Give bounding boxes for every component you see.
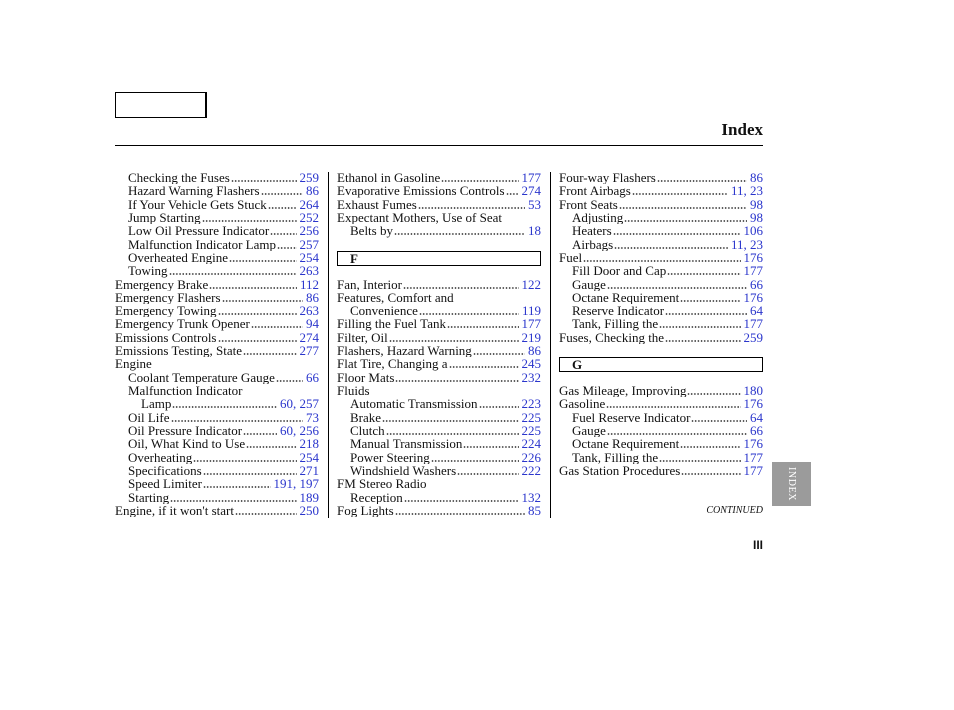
dot-leader	[276, 380, 303, 382]
entry-label: Emissions Testing, State	[115, 344, 243, 358]
dot-leader	[403, 287, 519, 289]
page-link[interactable]: 176	[743, 437, 763, 451]
entry-label: Low Oil Pressure Indicator	[128, 224, 270, 238]
entry-label: If Your Vehicle Gets Stuck	[128, 197, 267, 211]
page-link[interactable]: 218	[299, 437, 319, 451]
page-link[interactable]: 252	[299, 210, 319, 225]
index-entry	[337, 371, 541, 384]
index-entry	[337, 304, 541, 317]
entry-label: Gas Mileage, Improving	[559, 384, 687, 398]
dot-leader	[463, 446, 518, 448]
entry-label: Checking the Fuses	[128, 171, 230, 185]
page-link[interactable]: 122	[521, 277, 541, 291]
section-divider	[337, 238, 541, 278]
index-entry	[559, 198, 763, 211]
entry-label: Reception	[350, 490, 403, 504]
page-link[interactable]: 85	[528, 503, 541, 518]
entry-label: Overheated Engine	[128, 250, 228, 265]
entry-label: Speed Limiter	[128, 477, 203, 491]
index-entry	[337, 477, 541, 490]
entry-label: Windshield Washers	[350, 463, 457, 478]
dot-leader	[624, 220, 747, 222]
index-side-tab[interactable]	[772, 462, 811, 506]
index-entry	[337, 317, 541, 330]
entry-label: Heaters	[572, 224, 612, 238]
page-link[interactable]: 232	[521, 370, 541, 385]
page-link[interactable]: 11, 23	[730, 184, 763, 198]
entry-label: Hazard Warning Flashers	[128, 184, 260, 198]
index-entry	[559, 384, 763, 397]
page-link[interactable]: 98	[750, 197, 763, 211]
entry-label: Coolant Temperature Gauge	[128, 370, 275, 384]
entry-label: Octane Requirement	[572, 437, 680, 451]
dot-leader	[607, 287, 747, 289]
entry-label: Tank, Filling the	[572, 450, 659, 464]
index-entry	[559, 397, 763, 410]
page-link[interactable]: 177	[743, 264, 763, 278]
page-link[interactable]: 66	[750, 423, 763, 438]
dot-leader	[395, 380, 518, 382]
page-link[interactable]: 177	[521, 317, 541, 331]
entry-label: Gas Station Procedures	[559, 463, 681, 478]
index-entry	[115, 304, 319, 317]
index-entry	[337, 291, 541, 304]
index-entry	[337, 384, 541, 397]
dot-leader	[681, 473, 740, 475]
dot-leader	[386, 433, 519, 435]
index-entry	[559, 211, 763, 224]
index-entry	[337, 451, 541, 464]
page-link[interactable]: 106	[743, 224, 763, 238]
page-link[interactable]: 60, 256	[280, 423, 319, 438]
index-entry	[115, 384, 319, 397]
entry-label: Specifications	[128, 463, 202, 478]
page-link[interactable]: 274	[521, 184, 541, 198]
blank-header-box	[115, 92, 207, 118]
dot-leader	[394, 233, 525, 235]
dot-leader	[172, 406, 277, 408]
index-entry	[115, 464, 319, 477]
index-column-1	[115, 171, 319, 517]
page-link[interactable]: 176	[743, 397, 763, 411]
page-link[interactable]: 225	[521, 423, 541, 438]
page-link[interactable]: 86	[750, 171, 763, 185]
side-tab-label: INDEX	[786, 466, 797, 502]
dot-leader	[169, 273, 297, 275]
page-link[interactable]: 73	[306, 410, 319, 424]
entry-label: Engine	[115, 357, 152, 371]
column-divider	[328, 172, 329, 518]
entry-label: Filter, Oil	[337, 330, 388, 345]
index-entry	[337, 224, 541, 237]
dot-leader	[665, 313, 747, 315]
index-entry	[337, 198, 541, 211]
index-entry	[115, 437, 319, 450]
entry-label: Flat Tire, Changing a	[337, 357, 448, 371]
index-entry	[115, 504, 319, 517]
page-link[interactable]: 263	[299, 304, 319, 318]
entry-label: Oil Pressure Indicator	[128, 423, 243, 438]
dot-leader	[657, 180, 747, 182]
index-entry	[337, 184, 541, 197]
entry-label: Reserve Indicator	[572, 304, 665, 318]
entry-label: Starting	[128, 490, 170, 504]
dot-leader	[680, 446, 740, 448]
page-link[interactable]: 259	[743, 330, 763, 345]
dot-leader	[270, 233, 296, 235]
page-link[interactable]: 277	[299, 344, 319, 358]
index-entry	[115, 344, 319, 357]
entry-label: Lamp	[141, 397, 172, 411]
page-link[interactable]: 226	[521, 450, 541, 464]
dot-leader	[419, 313, 519, 315]
index-entry	[559, 411, 763, 424]
page-link[interactable]: 11, 23	[730, 237, 763, 251]
index-entry	[559, 184, 763, 197]
dot-leader	[473, 353, 525, 355]
entry-label: Emergency Brake	[115, 277, 209, 291]
entry-label: Jump Starting	[128, 210, 201, 225]
page-link[interactable]: 60, 257	[280, 397, 319, 411]
page-number: III	[752, 538, 763, 552]
entry-label: Octane Requirement	[572, 290, 680, 305]
entry-label: Brake	[350, 410, 382, 424]
dot-leader	[218, 313, 297, 315]
page-link[interactable]: 259	[299, 171, 319, 185]
dot-leader	[277, 247, 296, 249]
dot-leader	[235, 513, 297, 515]
page-link[interactable]: 263	[299, 264, 319, 278]
index-entry	[115, 238, 319, 251]
dot-leader	[667, 273, 740, 275]
entry-label: FM Stereo Radio	[337, 477, 427, 491]
entry-label: Convenience	[350, 304, 418, 318]
dot-leader	[632, 193, 728, 195]
entry-label: Tank, Filling the	[572, 317, 659, 331]
dot-leader	[231, 180, 297, 182]
entry-label: Manual Transmission	[350, 437, 463, 451]
dot-leader	[680, 300, 740, 302]
dot-leader	[614, 247, 728, 249]
entry-label: Exhaust Fumes	[337, 197, 417, 211]
page-link[interactable]: 189	[299, 490, 319, 504]
page-link[interactable]: 223	[521, 397, 541, 411]
index-entry	[559, 224, 763, 237]
page-link[interactable]: 254	[299, 250, 319, 265]
dot-leader	[203, 486, 270, 488]
index-entry	[115, 198, 319, 211]
entry-label: Power Steering	[350, 450, 430, 464]
section-letter-box	[559, 357, 763, 372]
index-entry	[337, 491, 541, 504]
dot-leader	[268, 207, 297, 209]
entry-label: Fog Lights	[337, 503, 394, 518]
index-entry	[337, 171, 541, 184]
dot-leader	[613, 233, 741, 235]
entry-label: Evaporative Emissions Controls	[337, 184, 505, 198]
page-link[interactable]: 219	[521, 330, 541, 345]
entry-label: Oil, What Kind to Use	[128, 437, 246, 451]
index-entry	[559, 251, 763, 264]
index-entry	[337, 464, 541, 477]
index-entry	[115, 397, 319, 410]
dot-leader	[209, 287, 297, 289]
entry-label: Gauge	[572, 277, 606, 291]
entry-label: Four-way Flashers	[559, 171, 656, 185]
section-divider	[559, 344, 763, 384]
dot-leader	[687, 393, 740, 395]
dot-leader	[261, 193, 303, 195]
entry-label: Emissions Controls	[115, 330, 217, 345]
dot-leader	[479, 406, 519, 408]
page-title: Index	[721, 120, 763, 139]
dot-leader	[218, 340, 297, 342]
entry-label: Fan, Interior	[337, 277, 402, 291]
page-link[interactable]: 94	[306, 317, 319, 331]
page-link[interactable]: 257	[299, 237, 319, 251]
index-entry	[559, 291, 763, 304]
entry-label: Flashers, Hazard Warning	[337, 344, 472, 358]
dot-leader	[251, 326, 303, 328]
index-entry	[115, 264, 319, 277]
entry-label: Adjusting	[572, 210, 624, 225]
page-link[interactable]: 119	[521, 304, 541, 318]
page-link[interactable]: 64	[750, 410, 763, 424]
entry-label: Gauge	[572, 423, 606, 438]
page-link[interactable]: 274	[299, 330, 319, 345]
index-entry	[115, 251, 319, 264]
index-entry	[337, 437, 541, 450]
index-entry	[559, 171, 763, 184]
page-link[interactable]: 271	[299, 463, 319, 478]
index-entry	[337, 397, 541, 410]
entry-label: Emergency Flashers	[115, 290, 221, 305]
dot-leader	[691, 420, 747, 422]
dot-leader	[203, 473, 297, 475]
index-entry	[115, 451, 319, 464]
entry-label: Automatic Transmission	[350, 397, 478, 411]
dot-leader	[171, 420, 303, 422]
dot-leader	[404, 500, 519, 502]
index-entry	[115, 411, 319, 424]
dot-leader	[659, 326, 740, 328]
index-entry	[115, 371, 319, 384]
page-link[interactable]: 66	[750, 277, 763, 291]
index-entry	[115, 357, 319, 370]
page-link[interactable]: 53	[528, 197, 541, 211]
section-letter: G	[572, 357, 583, 373]
entry-label: Floor Mats	[337, 370, 395, 385]
dot-leader	[449, 366, 519, 368]
dot-leader	[222, 300, 303, 302]
entry-label: Overheating	[128, 450, 193, 464]
column-divider	[550, 172, 551, 518]
index-entry	[337, 331, 541, 344]
entry-label: Filling the Fuel Tank	[337, 317, 446, 331]
entry-label: Engine, if it won't start	[115, 503, 234, 518]
dot-leader	[229, 260, 297, 262]
entry-label: Airbags	[572, 237, 614, 251]
dot-leader	[447, 326, 519, 328]
index-entry	[559, 464, 763, 477]
page-link[interactable]: 86	[528, 344, 541, 358]
index-entry	[115, 477, 319, 490]
dot-leader	[606, 406, 740, 408]
section-letter: F	[350, 250, 358, 266]
dot-leader	[457, 473, 518, 475]
page-link[interactable]: 254	[299, 450, 319, 464]
entry-label: Belts by	[350, 224, 393, 238]
dot-leader	[418, 207, 525, 209]
dot-leader	[170, 500, 296, 502]
entry-label: Gasoline	[559, 397, 606, 411]
index-entry	[337, 344, 541, 357]
page-link[interactable]: 176	[743, 290, 763, 305]
dot-leader	[506, 193, 519, 195]
dot-leader	[583, 260, 740, 262]
index-entry	[559, 264, 763, 277]
page-link[interactable]: 132	[521, 490, 541, 504]
page-link[interactable]: 191, 197	[273, 477, 319, 491]
index-entry	[115, 184, 319, 197]
entry-label: Fuses, Checking the	[559, 330, 665, 345]
entry-label: Features, Comfort and	[337, 290, 454, 305]
index-entry	[115, 224, 319, 237]
page-link[interactable]: 86	[306, 290, 319, 305]
index-entry	[115, 278, 319, 291]
entry-label: Fuel Reserve Indicator	[572, 410, 691, 424]
page-link[interactable]: 98	[750, 210, 763, 225]
index-entry	[559, 437, 763, 450]
index-entry	[337, 211, 541, 224]
entry-label: Expectant Mothers, Use of Seat	[337, 210, 502, 225]
page-link[interactable]: 177	[521, 171, 541, 185]
page-link[interactable]: 245	[521, 357, 541, 371]
entry-label: Oil Life	[128, 410, 170, 424]
dot-leader	[619, 207, 747, 209]
page-link[interactable]: 250	[299, 503, 319, 518]
index-entry	[115, 291, 319, 304]
dot-leader	[193, 460, 296, 462]
index-entry	[559, 451, 763, 464]
page-link[interactable]: 18	[528, 224, 541, 238]
index-column-3	[559, 171, 763, 477]
index-entry	[115, 211, 319, 224]
entry-label: Emergency Towing	[115, 304, 217, 318]
dot-leader	[202, 220, 297, 222]
index-entry	[115, 424, 319, 437]
page-link[interactable]: 224	[521, 437, 541, 451]
index-entry	[115, 491, 319, 504]
page-link[interactable]: 177	[743, 463, 763, 478]
page-link[interactable]: 177	[743, 317, 763, 331]
dot-leader	[246, 446, 296, 448]
entry-label: Emergency Trunk Opener	[115, 317, 250, 331]
page-link[interactable]: 64	[750, 304, 763, 318]
index-entry	[559, 331, 763, 344]
index-entry	[337, 411, 541, 424]
page-link[interactable]: 66	[306, 370, 319, 384]
page-link[interactable]: 256	[299, 224, 319, 238]
dot-leader	[431, 460, 519, 462]
dot-leader	[441, 180, 518, 182]
index-entry	[337, 504, 541, 517]
index-entry	[559, 304, 763, 317]
page-link[interactable]: 180	[743, 384, 763, 398]
dot-leader	[659, 460, 740, 462]
dot-leader	[389, 340, 519, 342]
entry-label: Front Seats	[559, 197, 618, 211]
dot-leader	[607, 433, 747, 435]
dot-leader	[395, 513, 525, 515]
entry-label: Ethanol in Gasoline	[337, 171, 441, 185]
entry-label: Fluids	[337, 384, 370, 398]
dot-leader	[665, 340, 740, 342]
dot-leader	[382, 420, 518, 422]
page-link[interactable]: 86	[306, 184, 319, 198]
entry-label: Fill Door and Cap	[572, 264, 667, 278]
index-entry	[559, 317, 763, 330]
page-link[interactable]: 264	[299, 197, 319, 211]
index-entry	[559, 238, 763, 251]
dot-leader	[243, 433, 277, 435]
entry-label: Fuel	[559, 250, 583, 265]
index-entry	[337, 278, 541, 291]
page-link[interactable]: 177	[743, 450, 763, 464]
index-column-2	[337, 171, 541, 517]
index-entry	[115, 171, 319, 184]
entry-label: Towing	[128, 264, 168, 278]
index-entry	[337, 357, 541, 370]
entry-label: Malfunction Indicator	[128, 384, 243, 398]
entry-label: Clutch	[350, 423, 385, 438]
index-entry	[337, 424, 541, 437]
page-link[interactable]: 176	[743, 250, 763, 265]
entry-label: Malfunction Indicator Lamp	[128, 237, 277, 251]
page-link[interactable]: 222	[521, 463, 541, 478]
index-entry	[559, 278, 763, 291]
section-letter-box	[337, 251, 541, 266]
header-rule	[115, 145, 763, 146]
dot-leader	[243, 353, 296, 355]
index-entry	[115, 331, 319, 344]
index-entry	[559, 424, 763, 437]
index-entry	[115, 317, 319, 330]
page-link[interactable]: 112	[299, 277, 319, 291]
page-link[interactable]: 225	[521, 410, 541, 424]
entry-label: Front Airbags	[559, 184, 631, 198]
continued-note: CONTINUED	[706, 505, 763, 516]
